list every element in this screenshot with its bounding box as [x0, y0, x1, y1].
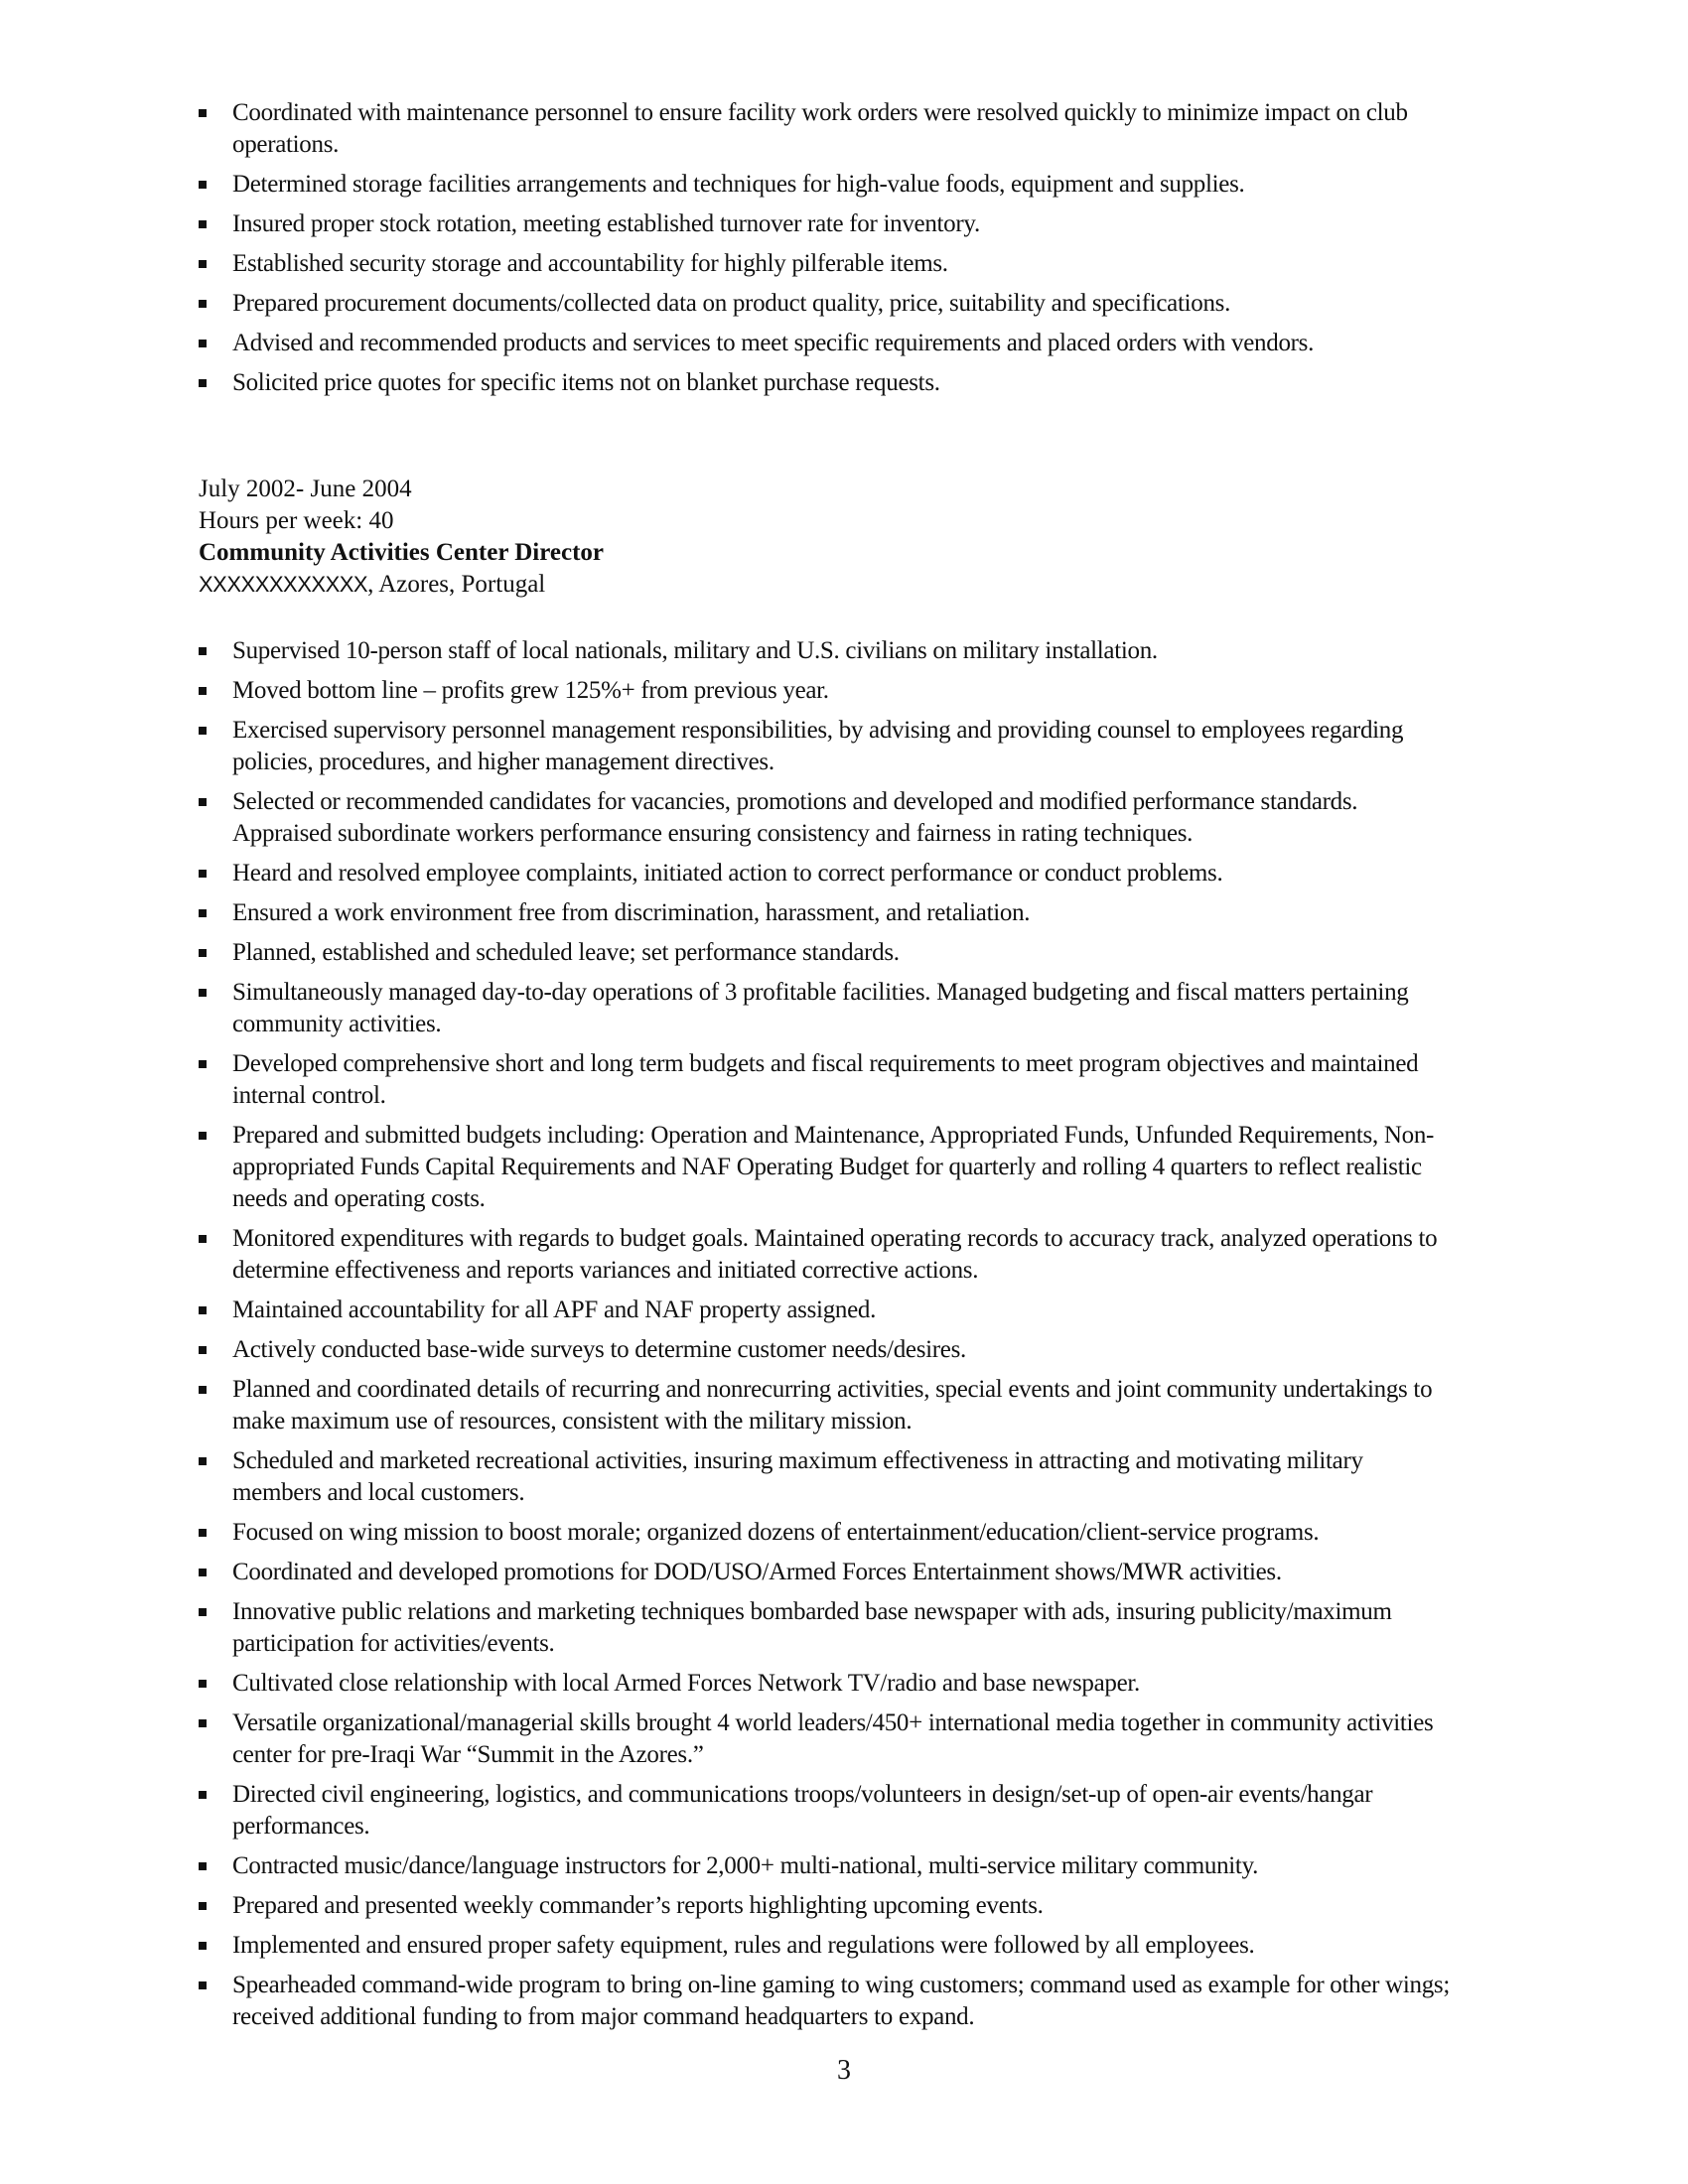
bullet-item [199, 1668, 1455, 1700]
bullet-item [199, 1596, 1455, 1660]
bullet-item [199, 1445, 1455, 1509]
bullet-item [199, 97, 1455, 161]
bullet-square-icon [199, 727, 207, 735]
bullet-item [199, 1557, 1455, 1588]
bullet-item [199, 367, 1455, 399]
job-employer-line [199, 569, 604, 601]
bullet-text: Insured proper stock rotation, meeting established turnover rate for inventory. [232, 210, 980, 237]
job-title: Community Activities Center Director [199, 539, 604, 566]
bullet-square-icon [199, 687, 207, 695]
bullet-text: Focused on wing mission to boost morale; organized dozens of entertainment/education/client-service programs. [232, 1519, 1320, 1546]
job-header [199, 474, 604, 601]
bullet-square-icon [199, 181, 207, 189]
bullet-text: Supervised 10-person staff of local nationals, military and U.S. civilians on military installation. [232, 637, 1158, 664]
duties-list-community-director [199, 635, 1455, 2041]
bullet-square-icon [199, 300, 207, 308]
bullet-text: Determined storage facilities arrangements and techniques for high-value foods, equipment and supplies. [232, 171, 1245, 198]
bullet-item [199, 897, 1455, 929]
bullet-item [199, 169, 1455, 201]
bullet-text: Monitored expenditures with regards to budget goals. Maintained operating records to accuracy track, analyzed operations to determine effectiveness and reports variances and initiated corrective actions. [232, 1225, 1438, 1284]
bullet-item [199, 635, 1455, 667]
bullet-item [199, 858, 1455, 889]
bullet-item [199, 1890, 1455, 1922]
bullet-square-icon [199, 1306, 207, 1314]
bullet-text: Innovative public relations and marketing techniques bombarded base newspaper with ads, insuring publicity/maximum participation for activities/events. [232, 1598, 1392, 1657]
bullet-text: Established security storage and accountability for highly pilferable items. [232, 250, 948, 277]
bullet-square-icon [199, 1386, 207, 1394]
bullet-item [199, 1295, 1455, 1326]
bullet-text: Simultaneously managed day-to-day operations of 3 profitable facilities. Managed budgeting and fiscal matters pertaining community activities. [232, 979, 1409, 1037]
bullet-text: Versatile organizational/managerial skills brought 4 world leaders/450+ international media together in community activities center for pre-Iraqi War “Summit in the Azores.” [232, 1709, 1434, 1768]
bullet-item [199, 1120, 1455, 1215]
bullet-square-icon [199, 260, 207, 268]
bullet-square-icon [199, 1569, 207, 1576]
bullet-text: Actively conducted base-wide surveys to determine customer needs/desires. [232, 1336, 966, 1363]
bullet-text: Developed comprehensive short and long term budgets and fiscal requirements to meet program objectives and maintained internal control. [232, 1050, 1419, 1109]
bullet-text: Heard and resolved employee complaints, initiated action to correct performance or conduct problems. [232, 860, 1223, 887]
bullet-text: Ensured a work environment free from discrimination, harassment, and retaliation. [232, 899, 1031, 926]
bullet-square-icon [199, 1457, 207, 1465]
bullet-item [199, 1707, 1455, 1771]
bullet-text: Spearheaded command-wide program to bring on-line gaming to wing customers; command used as example for other wings; received additional funding to from major command headquarters to expand. [232, 1972, 1450, 2030]
bullet-text: Directed civil engineering, logistics, and communications troops/volunteers in design/set-up of open-air events/hangar performances. [232, 1781, 1373, 1840]
bullet-square-icon [199, 1680, 207, 1688]
bullet-text: Scheduled and marketed recreational activities, insuring maximum effectiveness in attracting and motivating military members and local customers. [232, 1447, 1363, 1506]
bullet-text: Moved bottom line – profits grew 125%+ from previous year. [232, 677, 829, 704]
bullet-square-icon [199, 109, 207, 117]
bullet-item [199, 1970, 1455, 2033]
bullet-square-icon [199, 1608, 207, 1616]
bullet-text: Coordinated with maintenance personnel to ensure facility work orders were resolved quickly to minimize impact on club operations. [232, 99, 1408, 158]
bullet-square-icon [199, 1942, 207, 1950]
bullet-text: Maintained accountability for all APF and NAF property assigned. [232, 1297, 877, 1323]
bullet-square-icon [199, 1235, 207, 1243]
bullet-square-icon [199, 1132, 207, 1140]
bullet-text: Prepared and presented weekly commander’s reports highlighting upcoming events. [232, 1892, 1044, 1919]
bullet-square-icon [199, 909, 207, 917]
bullet-item [199, 786, 1455, 850]
bullet-item [199, 208, 1455, 240]
bullet-text: Contracted music/dance/language instructors for 2,000+ multi-national, multi-service military community. [232, 1852, 1259, 1879]
job-location: , Azores, Portugal [367, 571, 546, 598]
bullet-item [199, 1779, 1455, 1843]
bullet-square-icon [199, 1902, 207, 1910]
job-hours: Hours per week: 40 [199, 507, 394, 534]
bullet-item [199, 715, 1455, 778]
bullet-item [199, 1048, 1455, 1112]
bullet-item [199, 937, 1455, 969]
bullet-square-icon [199, 989, 207, 997]
bullet-square-icon [199, 949, 207, 957]
bullet-item [199, 288, 1455, 320]
bullet-square-icon [199, 340, 207, 347]
bullet-square-icon [199, 1529, 207, 1537]
bullet-text: Implemented and ensured proper safety equipment, rules and regulations were followed by all employees. [232, 1932, 1255, 1959]
bullet-text: Prepared and submitted budgets including: Operation and Maintenance, Appropriated Funds, Unfunded Requirements, Non-appropriated Funds Capital Requirements and NAF Operating Budget for quarterly and rolling 4 quarters to reflect realistic needs and operating costs. [232, 1122, 1435, 1212]
bullet-text: Exercised supervisory personnel management responsibilities, by advising and providing counsel to employees regarding policies, procedures, and higher management directives. [232, 717, 1404, 775]
bullet-item [199, 1334, 1455, 1366]
bullet-square-icon [199, 798, 207, 806]
bullet-text: Planned, established and scheduled leave; set performance standards. [232, 939, 900, 966]
bullet-item [199, 328, 1455, 359]
bullet-square-icon [199, 1060, 207, 1068]
bullet-item [199, 1374, 1455, 1437]
bullet-square-icon [199, 220, 207, 228]
job-dates: July 2002- June 2004 [199, 476, 412, 502]
bullet-square-icon [199, 1791, 207, 1799]
bullet-square-icon [199, 379, 207, 387]
bullet-item [199, 977, 1455, 1040]
bullet-item [199, 1517, 1455, 1549]
bullet-item [199, 248, 1455, 280]
bullet-text: Cultivated close relationship with local Armed Forces Network TV/radio and base newspaper. [232, 1670, 1140, 1697]
bullet-item [199, 1850, 1455, 1882]
bullet-square-icon [199, 870, 207, 878]
bullet-square-icon [199, 1862, 207, 1870]
bullet-text: Advised and recommended products and services to meet specific requirements and placed orders with vendors. [232, 330, 1315, 356]
bullet-text: Coordinated and developed promotions for DOD/USO/Armed Forces Entertainment shows/MWR activities. [232, 1559, 1282, 1585]
bullet-square-icon [199, 1346, 207, 1354]
bullet-text: Prepared procurement documents/collected data on product quality, price, suitability and specifications. [232, 290, 1231, 317]
job-employer: XXXXXXXXXXXX [199, 572, 368, 597]
bullet-item [199, 1223, 1455, 1287]
page-number: 3 [837, 2055, 851, 2086]
bullet-text: Solicited price quotes for specific items not on blanket purchase requests. [232, 369, 940, 396]
bullet-square-icon [199, 1981, 207, 1989]
duties-list-previous-job [199, 97, 1455, 407]
bullet-square-icon [199, 1719, 207, 1727]
bullet-square-icon [199, 647, 207, 655]
bullet-text: Selected or recommended candidates for vacancies, promotions and developed and modified performance standards. Appraised subordinate workers performance ensuring consistency and fairness in rating techniques. [232, 788, 1358, 847]
bullet-item [199, 675, 1455, 707]
bullet-text: Planned and coordinated details of recurring and nonrecurring activities, special events and joint community undertakings to make maximum use of resources, consistent with the military mission. [232, 1376, 1433, 1434]
bullet-item [199, 1930, 1455, 1962]
